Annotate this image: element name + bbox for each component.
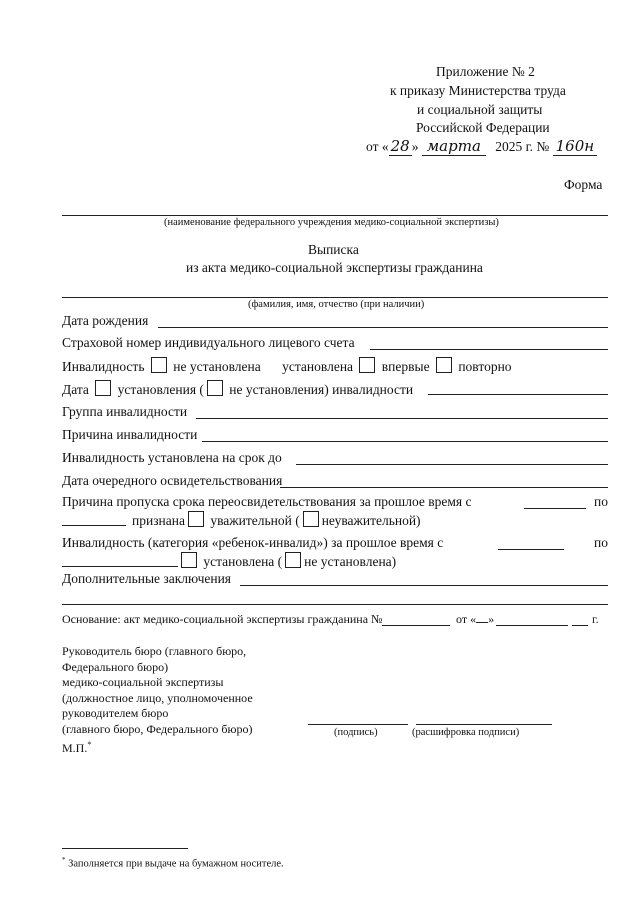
date-row [62, 380, 413, 398]
appendix-number: Приложение № 2 [436, 64, 535, 79]
signature-caption: (подпись) [334, 727, 378, 738]
date-field[interactable] [428, 394, 608, 395]
footnote-divider [62, 848, 188, 849]
extra-field-2[interactable] [62, 604, 608, 605]
skip-recognized-row [132, 511, 421, 529]
invalid-checkbox[interactable] [303, 511, 319, 527]
established-label: установлена [282, 359, 354, 374]
skip-from-field[interactable] [524, 508, 586, 509]
valid-checkbox[interactable] [188, 511, 204, 527]
ministry-line: и социальной защиты [417, 102, 543, 117]
basis-g: г. [592, 612, 599, 626]
cause-field[interactable] [202, 441, 608, 442]
group-field[interactable] [196, 418, 608, 419]
child-to-field[interactable] [62, 566, 178, 567]
footnote-mark: * [62, 856, 66, 864]
not-established-checkbox[interactable] [151, 357, 167, 373]
order-line: к приказу Министерства труда [390, 83, 566, 98]
child-not-established-checkbox[interactable] [285, 552, 301, 568]
first-time-checkbox[interactable] [359, 357, 375, 373]
name-caption: (фамилия, имя, отчество (при наличии) [248, 299, 425, 310]
signature-field[interactable] [308, 724, 408, 725]
child-po-label: по [594, 535, 608, 550]
institution-caption: (наименование федерального учреждения медико-социальной экспертизы) [164, 217, 499, 228]
order-day: 28 [390, 137, 410, 155]
basis-from [456, 612, 494, 627]
birth-date-label: Дата рождения [62, 313, 149, 328]
date-prefix: от « [366, 139, 389, 154]
skip-po-label: по [594, 494, 608, 509]
disability-row [62, 357, 512, 375]
date-not-established-checkbox[interactable] [207, 380, 223, 396]
date-not-established-label: не установления) инвалидности [229, 382, 414, 397]
basis-quote-close: » [488, 612, 495, 626]
snils-label: Страховой номер индивидуального лицевого счета [62, 335, 355, 350]
footnote-text: Заполняется при выдаче на бумажном носителе. [68, 858, 284, 870]
signer-line: руководителем бюро [62, 706, 169, 720]
basis-number-field[interactable] [382, 625, 450, 626]
signer-line: Федерального бюро) [62, 659, 169, 674]
signer-block [62, 644, 253, 737]
first-time-label: впервые [381, 359, 430, 374]
next-exam-label: Дата очередного освидетельствования [62, 473, 283, 488]
basis-year-field[interactable] [572, 625, 588, 626]
invalid-label: неуважительной) [321, 513, 421, 528]
basis-label: Основание: акт медико-социальной экспертизы гражданина № [62, 612, 383, 626]
basis-day-field[interactable] [476, 622, 488, 623]
footnote [62, 856, 284, 870]
federation-line: Российской Федерации [416, 120, 550, 135]
birth-date-field[interactable] [158, 327, 608, 328]
snils-field[interactable] [370, 349, 608, 350]
order-year: 2025 г. № [495, 139, 550, 154]
child-established-label: установлена ( [203, 554, 283, 569]
group-label: Группа инвалидности [62, 404, 188, 419]
order-number: 160н [553, 137, 598, 156]
date-established-label: установления ( [117, 382, 204, 397]
doc-subtitle: из акта медико-социальной экспертизы гражданина [186, 260, 483, 275]
term-label: Инвалидность установлена на срок до [62, 450, 282, 465]
name-line [62, 297, 608, 298]
order-date [366, 137, 597, 156]
child-from-field[interactable] [498, 549, 564, 550]
valid-label: уважительной ( [210, 513, 300, 528]
decode-caption: (расшифровка подписи) [412, 727, 520, 738]
stamp-text: М.П. [62, 741, 88, 755]
child-label: Инвалидность (категория «ребенок-инвалид») за прошлое время с [62, 535, 444, 550]
order-month: марта [422, 137, 486, 156]
cause-label: Причина инвалидности [62, 427, 198, 442]
next-exam-field[interactable] [280, 487, 608, 488]
basis-from-label: от « [456, 612, 477, 626]
extra-label: Дополнительные заключения [62, 571, 232, 586]
child-established-checkbox[interactable] [181, 552, 197, 568]
skip-recognized-label: признана [132, 513, 185, 528]
date-mid: » [411, 139, 419, 154]
repeat-checkbox[interactable] [436, 357, 452, 373]
doc-title: Выписка [308, 242, 359, 257]
repeat-label: повторно [458, 359, 512, 374]
signer-line: (должностное лицо, уполномоченное [62, 690, 253, 705]
institution-line [62, 215, 608, 216]
date-established-checkbox[interactable] [95, 380, 111, 396]
signer-line: медико-социальной экспертизы [62, 675, 224, 689]
signer-line: Руководитель бюро (главного бюро, [62, 644, 247, 658]
disability-label: Инвалидность [62, 359, 145, 374]
skip-reason-label: Причина пропуска срока переосвидетельствования за прошлое время с [62, 494, 472, 509]
form-label: Форма [564, 177, 603, 192]
skip-to-field[interactable] [62, 525, 126, 526]
date-label: Дата [62, 382, 89, 397]
not-established-label: не установлена [173, 359, 261, 374]
basis-month-field[interactable] [496, 625, 568, 626]
term-field[interactable] [296, 464, 608, 465]
stamp-mark: * [87, 740, 92, 749]
signer-line: (главного бюро, Федерального бюро) [62, 721, 253, 736]
child-status-row [178, 552, 396, 570]
child-not-established-label: не установлена) [304, 554, 397, 569]
extra-field[interactable] [240, 585, 608, 586]
stamp-label [62, 740, 91, 756]
decode-field[interactable] [416, 724, 552, 725]
